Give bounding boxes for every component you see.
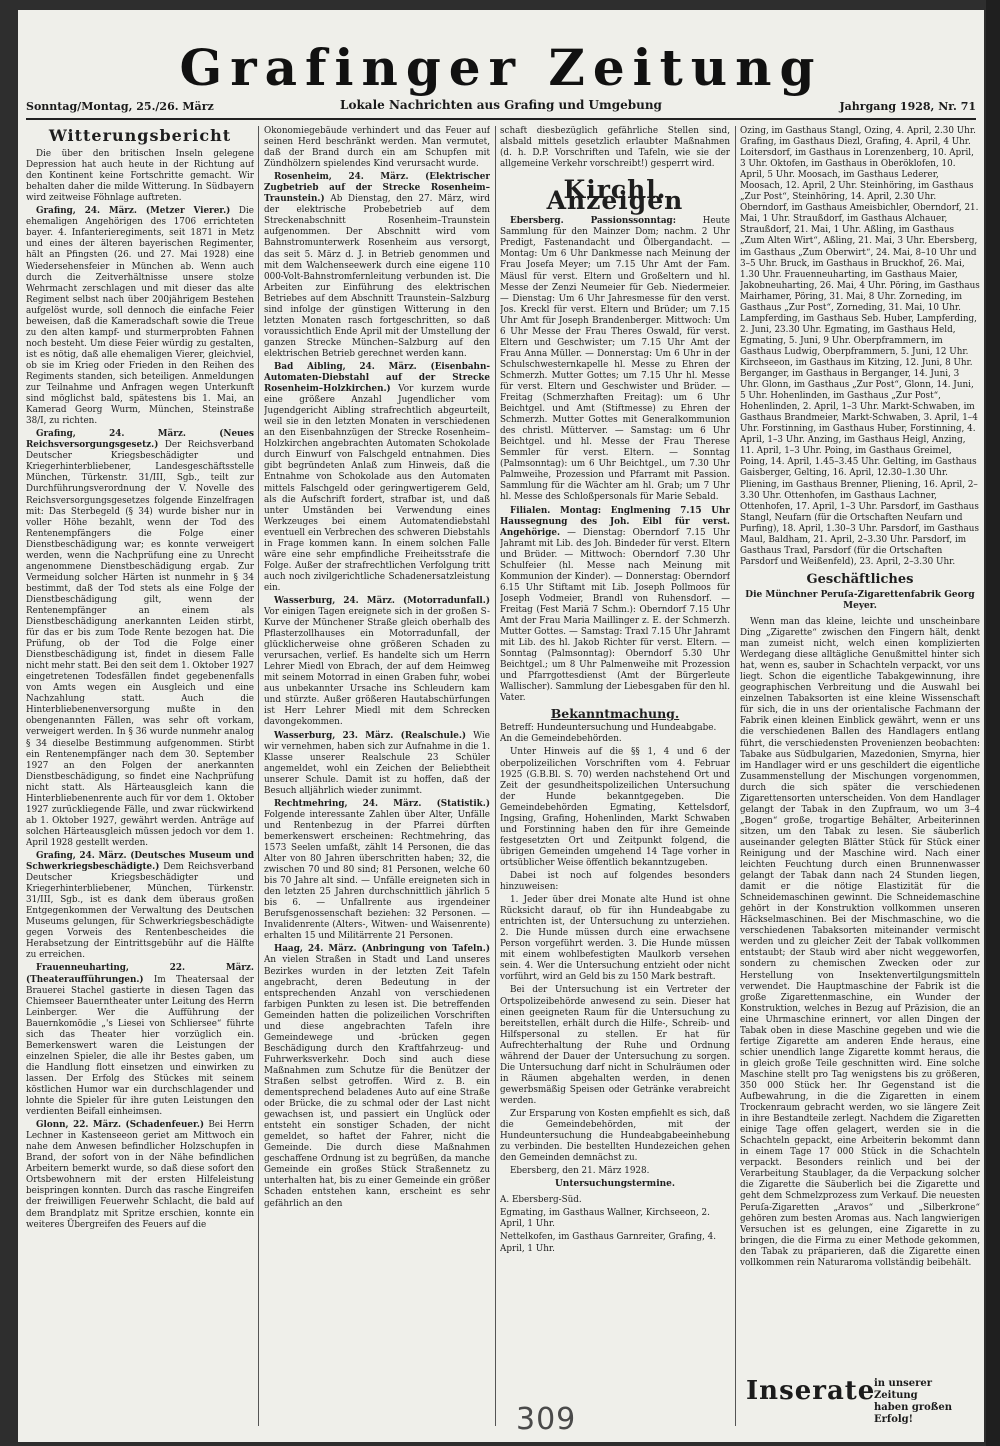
article-dateline: Grafing, 24. März. (Metzer Vierer.) xyxy=(36,206,231,217)
article-continuation: schaft diesbezüglich gefährliche Stellen sind, alsbald mittels gesetzlich erlaubter Maßnahmen (d. h. D.P. Vorschriften und Tafeln, wie sie der allgemeine Verkehr vorschreibt!) gesperrt wird. xyxy=(500,126,730,170)
exam-date-entry: Nettelkofen, im Gasthaus Garnreiter, Grafing, 4. April, 1 Uhr. xyxy=(500,1232,717,1254)
issue-date: Sonntag/Montag, 25./26. März xyxy=(26,100,214,113)
newspaper-title: Grafinger Zeitung xyxy=(179,38,823,97)
issue-number: Jahrgang 1928, Nr. 71 xyxy=(839,100,976,113)
column-4 xyxy=(740,126,980,1426)
newspaper-subtitle: Lokale Nachrichten aus Grafing und Umgebung xyxy=(340,98,662,112)
weather-heading: Witterungsbericht xyxy=(48,126,232,145)
exam-district: A. Ebersberg-Süd. xyxy=(500,1195,582,1206)
church-schedule: Heute Sammlung für den Mainzer Dom; nachm. 2 Uhr Predigt, Fastenandacht und Ölbergandacht. — Montag: Um 6 Uhr Dankmesse nach Meinung der Frau Josefa Meyer; um 7.15 Uhr Amt der Fam. Mäusl für verst. Eltern und Großeltern und hl. Messe der Zenzi Neumeier für Geb. Niedermeier. — Dienstag: Um 6 Uhr Jahresmesse für den verst. Jos. Kreckl für verst. Eltern und Brüder; um 7.15 Uhr Amt für Joseph Brandenberger. Mittwoch: Um 6 Uhr Messe der Frau Theres Oswald, für verst. Eltern und Geschwister; um 7.15 Uhr Amt der Frau Anna Müller. — Donnerstag: Um 6 Uhr in der Schulschwesternkapelle hl. Messe zu Ehren der Schmerzh. Mutter Gottes; um 7.15 Uhr hl. Messe für verst. Eltern und Geschwister und Brüder. — Freitag (Schmerzhaften Freitag): um 6 Uhr Beichtgel. und Amt (Stiftmesse) zu Ehren der Schmerzh. Mutter Gottes mit Generalkommunion des christl. Mütterver. — Samstag: um 6 Uhr Beichtgel. und hl. Messe der Frau Therese Semmler für verst. Eltern. — Sonntag (Palmsonntag): um 6 Uhr Beichtgel., um 7.30 Uhr Palmweihe, Prozession und Pfarramt mit Passion. Sammlung für die Wächter am hl. Grab; um 7 Uhr hl. Messe des Schloßpersonals für Marie Sebald. xyxy=(500,216,730,503)
church-parish: Ebersberg. Passionssonntag: xyxy=(510,216,676,227)
church-schedule: — Dienstag: Oberndorf 7.15 Uhr Jahramt mit Lib. des Joh. Bindeder für verst. Eltern und Brüder. — Mittwoch: Oberndorf 7.30 Uhr Schulfeier (hl. Messe nach Meinung mit Kommunion der Kinder). — Donnerstag: Oberndorf 6.15 Uhr Stiftamt mit Lib. Joseph Pollmoos für Joseph Vodmeier, Brandl von Ruhensdorf. — Freitag (Fest Mariä 7 Schm.): Oberndorf 7.15 Uhr Amt der Frau Maria Maillinger z. E. der Schmerzh. Mutter Gottes. — Samstag: Traxl 7.15 Uhr Jahramt mit Lib. des hl. Jakob Richter für verst. Eltern. — Sonntag (Palmsonntag): Oberndorf 5.30 Uhr Beichtgel.; um 8 Uhr Palmenweihe mit Prozession und Pfarrgottesdienst (Amt der Bürgerleute Wallischer). Sammlung der Liebesgaben für den hl. Vater. xyxy=(500,527,730,704)
column-divider xyxy=(735,126,736,1426)
announcement-signature: Ebersberg, den 21. März 1928. xyxy=(510,1166,650,1177)
article-continuation: Ökonomiegebäude verhindert und das Feuer auf seinen Herd beschränkt werden. Man vermutet, daß der Brand durch ein am Schupfen mit Zündhölzern spielendes Kind verursacht wurde. xyxy=(264,126,490,170)
exam-dates-heading: Untersuchungstermine. xyxy=(554,1179,676,1190)
article-body: Ab Dienstag, den 27. März, wird der elektrische Probebetrieb auf dem Streckenabschnitt Rosenheim–Traunstein aufgenommen. Der Abschnitt wird vom Bahnstromunterwerk Rosenheim aus versorgt, das seit 5. März d. J. in Betrieb genommen und mit dem Walchenseewerk durch eine eigene 110 000-Volt-Bahnstromfernleitung verbunden ist. Die Arbeiten zur Einführung des elektrischen Betriebes auf dem Abschnitt Traunstein–Salzburg sind infolge der günstigen Witterung in den letzten Monaten rasch fortgeschritten, so daß voraussichtlich Ende April mit der Umstellung der ganzen Strecke München–Salzburg auf den elektrischen Betrieb gerechnet werden kann. xyxy=(264,194,490,359)
article-body: Die ehemaligen Angehörigen des 1706 errichteten bayer. 4. Infanterieregiments, seit 1871 in Metz und eines der älteren bayerischen Regimenter, hält an Pfingsten (26. und 27. Mai 1928) eine Wiedersehensfeier in München ab. Wenn auch durch die Zeitverhältnisse unsere stolze Wehrmacht zerschlagen und mit dieser das alte Regiment selbst nach über 200jährigem Bestehen aufgelöst wurde, soll dennoch die einfache Feier beweisen, daß die Kameradschaft sowie die Treue zu den alten kampf- und sturmerprobten Fahnen noch besteht. Um diese Feier würdig zu gestalten, ist es nötig, daß alle ehemaligen Vierer, gleichviel, ob sie im Krieg oder Frieden in den Reihen des Regiments standen, sich beteiligen. Anmeldungen zur Teilnahme und Anfragen wegen Unterkunft sind möglichst bald, spätestens bis 1. Mai, an Kamerad Georg Wurm, München, Steinstraße 38/I, zu richten. xyxy=(26,206,254,427)
article-body: An vielen Straßen in Stadt und Land unseres Bezirkes wurden in der letzten Zeit Tafeln angebracht, deren Bedeutung in der entsprechenden Anzahl von verschiedenen farbigen Punkten zu lesen ist. Die betreffenden Gemeinden hatten die polizeilichen Vorschriften und diese angebrachten Tafeln ihre Gemeindewege und -brücken gegen Beschädigung durch den Kraftfahrzeug- und Fuhrwerksverkehr. Doch sind auch diese Maßnahmen zum Schutze für die Benützer der Straßen selbst getroffen. Wird z. B. ein dementsprechend beladenes Auto auf eine Straße oder Brücke, die zu schmal oder der Last nicht gewachsen ist, und passiert ein Unglück oder entsteht ein sonstiger Schaden, der nicht gemeldet, so haftet der Fahrer, nicht die Gemeinde. Die durch diese Maßnahmen geschaffene Ordnung ist zu begrüßen, da manche Gemeinde ein großes Stück Straßennetz zu unterhalten hat, bis zu einer Gemeinde ein größer Schaden entstehen kann, erscheint es sehr gefährlich an den xyxy=(264,955,490,1209)
announcement-subject: Betreff: Hundeuntersuchung und Hundeabgabe. An die Gemeindebehörden. xyxy=(500,723,717,745)
article-body: Wie wir vernehmen, haben sich zur Aufnahme in die 1. Klasse unserer Realschule 23 Schüler angemeldet, wohl ein Zeichen der Beliebtheit unserer Schule. Damit ist zu hoffen, daß der Besuch alljährlich wieder zunimmt. xyxy=(264,730,490,796)
church-notices-heading: Kirchl. Anzeigen xyxy=(546,175,684,216)
column-1 xyxy=(26,126,254,1426)
business-heading: Geschäftliches xyxy=(806,571,914,587)
newspaper-page xyxy=(18,10,984,1442)
article-dateline: Glonn, 22. März. (Schadenfeuer.) xyxy=(36,1120,205,1131)
article-body: Im Theatersaal der Brauerei Stachel gastierte in diesen Tagen das Chiemseer Bauerntheater unter Leitung des Herrn Leinberger. Wer die Aufführung der Bauernkomödie „'s Liesei von Schliersee“ führte sich das Theater hier vorzüglich ein. Bemerkenswert waren die Leistungen der einzelnen Spieler, die alle ihr Bestes gaben, um die Handlung flott einsetzen und einwirken zu lassen. Der Erfolg des Stückes mit seinem köstlichen Humor war ein durchschlagender und lohnte die Spieler für ihre guten Leistungen den verdienten Beifall einheimsen. xyxy=(26,974,254,1118)
ad-headline: Inserate xyxy=(746,1376,876,1406)
handwritten-page-number: 309 xyxy=(516,1402,577,1437)
business-subheading: Die Münchner Peruſa-Zigarettenfabrik Georg Meyer. xyxy=(745,589,975,611)
article-dateline: Frauenneuharting, 22. März. (Theateraufführungen.) xyxy=(26,963,254,985)
article-dateline: Wasserburg, 23. März. (Realschule.) xyxy=(274,730,467,741)
ad-tagline: in unserer Zeitung haben großen Erfolg! xyxy=(874,1378,953,1425)
column-2 xyxy=(264,126,490,1426)
church-parish: Filialen. Montag: Englmening 7.15 Uhr Haussegnung des Joh. Eibl für verst. Angehörige. xyxy=(500,505,730,538)
business-article: Wenn man das kleine, leichte und unscheinbare Ding „Zigarette“ zwischen den Fingern hält, denkt man zumeist nicht, welch einen komplizierten Werdegang diese alltägliche Genußmittel hinter sich hat, wenn es, sauber in Schachteln verpackt, vor uns liegt. Schon die eigentliche Tabakgewinnung, ihre geographischen Verbreitung und die Auswahl bei einzelnen Tabaksorten ist eine kleine Wissenschaft für sich, die in uns der orientalische Fachmann der Fabrik einen kleinen Einblick gewährt, wenn er uns die verschiedenen Ballen des Handlagers entlang führt, die verschiedensten Provenienzen beobachten: Tabake aus Südbulgarien, Mazedonien, Smyrna, hier im Handlager wird er uns geschildert die eigentliche Zusammenstellung der Mischungen vorgenommen, durch die sich später die verschiedenen Zigarettensorten unterscheiden. Von dem Handlager gelangt der Tabak in den Zupfraum, wo um 3–4 „Bogen“ große, trogartige Behälter, Arbeiterinnen sitzen, um den Tabak zu lesen. Sie säuberlich auseinander gelegten Blätter Stück für Stück einer Reinigung und der Maschine wird. Nach einer leichten Feuchtung durch einen Brunnenwasser gelangt der Tabak dann nach 24 Stunden liegen, damit er die nötige Elastizität für die Schneidemaschinen gewinnt. Die Schneidemaschine gehört in der Konstruktion vollkommen unseren Häckselmaschinen. Bei der Mischmaschine, wo die verschiedenen Tabaksorten miteinander vermischt werden und zu gleicher Zeit der Tabak vollkommen entstaubt; der Staub wird aber nicht weggeworfen, sondern zu chemischen Zwecken oder zur Herstellung von Insektenvertilgungsmitteln verwendet. Die Hauptmaschine der Fabrik ist die große Zigarettenmaschine, ein Wunder der Konstruktion, welches in Bezug auf Präzision, die an eine Uhrmaschine erinnert, vor allen Dingen der Tabak oben in diese Maschine gegeben und wie die fertige Zigarette am anderen Ende heraus, eine schier unendlich lange Zigarette kommt heraus, die in gleich große Teile geschnitten wird. Eine solche Maschine stellt pro Tag wenigstens bis zu größeren, 350 000 Stück her. Ihr Gegenstand ist die Aufbewahrung, in die die Zigaretten in einem Trockenraum gebracht werden, wo sie längere Zeit in ihre Bestandteile zerlegt. Nachdem die Zigaretten einige Tage offen gelagert, werden sie in die Schachteln gepackt, eine Arbeiterin bekommt dann in einem Tage 17 000 Stück in die Schachteln verpackt. Besonders reinlich und bei der Verarbeitung Staublager, da die Verpackung solcher die Zigarette die Säuberlich bei die Zigarette und geht dem Schmelzprozess zum Verkauf. Die neuesten Peruſa-Zigaretten „Aravos“ und „Silberkrone“ gehören zum besten Aromas aus. Nach langwierigen Versuchen ist es gelungen, eine Zigarette in zu bringen, die die Firma zu einer Methode gekommen, den Tabak zu präparieren, daß die Zigarette einen vollkommen rein Naturaroma vollständig beibehält. xyxy=(740,617,980,1268)
article-dateline: Haag, 24. März. (Anbringung von Tafeln.) xyxy=(274,944,490,955)
article-body: Bei Herrn Lechner in Kastenseeon geriet am Mittwoch ein nahe dem Anwesen befindlicher Holzschupfen in Brand, der sofort von in der Nähe befindlichen Arbeitern bemerkt wurde, so daß diese sofort den Ortsbewohnern mit der ersten Hilfeleistung beispringen konnten. Durch das rasche Eingreifen der freiwilligen Feuerwehr Schlacht, die bald auf dem Brandplatz mit Spritze erschien, konnte ein weiteres Übergreifen des Feuers auf die xyxy=(26,1120,254,1230)
scan-border xyxy=(986,0,1000,1446)
article-body: Der Reichsverband Deutscher Kriegsbeschädigter und Kriegerhinterbliebener, Landesgeschäftsstelle München, Türkenstr. 31/III, Sgb., teilt zur Durchführungsverordnung der V. Novelle des Reichsversorgungsgesetzes folgende Einzelfragen mit: Das Sterbegeld (§ 34) wurde bisher nur in voller Höhe bezahlt, wenn der Tod des Rentenempfängers die Folge einer Dienstbeschädigung war; es konnte verweigert werden, wenn die Nachprüfung eine zu Unrecht angenommene Dienstbeschädigung ergab. Zur Vermeidung solcher Härten ist nunmehr in § 34 bestimmt, daß der Tod stets als eine Folge der Dienstbeschädigung gilt, wenn der Rentenempfänger an einem als Dienstbeschädigung anerkannten Leiden stirbt, für das er bis zum Tode Rente bezogen hat. Die Prüfung, ob der Tod die Folge einer Dienstbeschädigung ist, findet in diesem Falle nicht mehr statt. Bei den seit dem 1. Oktober 1927 eingetretenen Todesfällen findet gegebenenfalls von Amts wegen ein Ausgleich und eine Nachzahlung statt. Auch die Hinterbliebenenversorgung mußte in den obengenannten Fällen, was sehr oft vorkam, verweigert werden. In § 36 wurde nunmehr analog § 34 dieselbe Bestimmung aufgenommen. Stirbt ein Rentenempfänger nach dem 30. September 1927 an den Folgen der anerkannten Dienstbeschädigung, so findet eine Nachprüfung nicht statt. Als Härteausgleich kann die Hinterbliebenenrente auch für vor dem 1. Oktober 1927 zurückliegende Fälle, und zwar rückwirkend ab 1. Oktober 1927, gewährt werden. Anträge auf solchen Härteausgleich müssen jedoch vor dem 1. April 1928 gestellt werden. xyxy=(26,440,254,848)
article-body: Vor kurzem wurde eine größere Anzahl Jugendlicher vom Jugendgericht Aibling strafrechtlich abgeurteilt, weil sie in den letzten Monaten in verschiedenen an den Eisenbahnzügen der Strecke Rosenheim–Holzkirchen angebrachten Automaten Schokolade durch Einwurf von Falschgeld entnahmen. Dies gibt begründeten Anlaß zum Hinweis, daß die Entnahme von Schokolade aus den Automaten mittels Falschgeld oder geringwertigerem Geld, als die Aufschrift fordert, strafbar ist, und daß unter Umständen bei Verwendung eines Werkzeuges bei einem Automatendiebstahl eventuell ein Verbrechen des schweren Diebstahls in Frage kommen kann. In einem solchen Falle wäre eine sehr empfindliche Freiheitsstrafe die Folge. Außer der strafrechtlichen Verfolgung tritt auch noch zivilgerichtliche Schadenersatzleistung ein. xyxy=(264,384,490,593)
exam-date-entry: Egmating, im Gasthaus Wallner, Kirchseeon, 2. April, 1 Uhr. xyxy=(500,1208,710,1230)
article-body: Vor einigen Tagen ereignete sich in der großen S-Kurve der Münchener Straße gleich oberhalb des Pflasterzollhauses ein Motorradunfall, der glücklicherweise ohne größeren Schaden zu verursachen, verlief. Es handelte sich um Herrn Lehrer Miedl von Ebrach, der auf dem Heimweg mit seinem Motorrad in einen Graben fuhr, wobei aus unbekannter Ursache ins Schleudern kam und stürzte. Außer größeren Hautabschürfungen ist Herr Lehrer Miedl mit dem Schrecken davongekommen. xyxy=(264,607,490,728)
article-dateline: Bad Aibling, 24. März. (Eisenbahn-Automaten-Diebstahl auf der Strecke Rosenheim–Holzkirchen.) xyxy=(264,361,490,395)
masthead-rule xyxy=(26,118,976,120)
article-dateline: Grafing, 24. März. (Deutsches Museum und Schwerkriegsbeschädigte.) xyxy=(26,851,254,873)
article-dateline: Rosenheim, 24. März. (Elektrischer Zugbetrieb auf der Strecke Rosenheim–Traunstein.) xyxy=(264,172,490,205)
article-body: Folgende interessante Zahlen über Alter, Unfälle und Rentenbezug in der Pfarrei dürften bemerkenswert erscheinen: Rechtmehring, das 1573 Seelen umfaßt, zählt 14 Personen, die das Alter von 80 Jahren überschritten haben; 32, die zwischen 70 und 80 sind; 81 Personen, welche 60 bis 70 Jahre alt sind. — Unfälle ereigneten sich in den letzten 25 Jahren durchschnittlich jährlich 5 bis 6. — Unfallrente aus irgendeiner Berufsgenossenschaft beziehen: 32 Personen. — Invalidenrente (Alters-, Witwen- und Waisenrente) erhalten 15 und Militärrente 21 Personen. xyxy=(264,809,490,942)
column-divider xyxy=(258,126,259,1426)
announcement-heading: Bekanntmachung. xyxy=(550,706,680,722)
masthead-info-line xyxy=(26,98,976,116)
article-dateline: Wasserburg, 24. März. (Motorradunfall.) xyxy=(274,595,490,606)
column-3 xyxy=(500,126,730,1426)
announcement-body: Unter Hinweis auf die §§ 1, 4 und 6 der oberpolizeilichen Vorschriften vom 4. Februar 1925 (G.B.Bl. S. 70) werden nachstehend Ort und Zeit der gesundheitspolizeilichen Untersuchung der Hunde bekanntgegeben. Die Gemeindebehörden Egmating, Kettelsdorf, Ingsing, Grafing, Hohenlinden, Markt Schwaben und Forstinning haben den für ihre Gemeinde festgesetzten Ort und Zeitpunkt folgend, die übrigen Gemeinden umgehend 14 Tage vorher in ortsüblicher Weise öffentlich bekanntzugeben. xyxy=(500,747,730,868)
announcement-body: Zur Ersparung von Kosten empfiehlt es sich, daß die Gemeindebehörden, mit der Hundeuntersuchung die Hundeabgabeeinhebung zu verbinden. Die bestellten Hundezeichen gehen den Gemeinden demnächst zu. xyxy=(500,1108,730,1164)
column-divider xyxy=(495,126,496,1426)
announcement-body: Bei der Untersuchung ist ein Vertreter der Ortspolizeibehörde anwesend zu sein. Dieser hat einen geeigneten Raum für die Untersuchung zu bereitstellen, erhält durch die Hilfe-, Schreib- und Hilfspersonal zu stellen. Er hat für Aufrechterhaltung der Ruhe und Ordnung während der Dauer der Untersuchung zu sorgen. Die Untersuchung darf nicht in Schulräumen oder in Räumen abgehalten werden, in denen gewerbsmäßig Speisen oder Getränke verabreicht werden. xyxy=(500,985,730,1106)
exam-dates-list: Ozing, im Gasthaus Stangl, Ozing, 4. April, 2.30 Uhr. Grafing, im Gasthaus Diezl, Grafing, 4. April, 4 Uhr. Loitersdorf, im Gasthaus in Lorenzenberg, 10. April, 3 Uhr. Oktofen, im Gasthaus in Oberöklofen, 10. April, 5 Uhr. Moosach, im Gasthaus Lederer, Moosach, 12. April, 2 Uhr. Steinhöring, im Gasthaus „Zur Post“, Steinhöring, 14. April, 2.30 Uhr. Oberndorf, im Gasthaus Ameisbichler, Oberndorf, 21. Mai, 1 Uhr. Straußdorf, im Gasthaus Alchauer, Straußdorf, 21. Mai, 1 Uhr. Aßling, im Gasthaus „Zum Alten Wirt“, Aßling, 21. Mai, 3 Uhr. Ebersberg, im Gasthaus „Zum Oberwirt“, 24. Mai, 8–10 Uhr und 3–5 Uhr. Bruck, im Gasthaus in Bruckhof, 26. Mai, 1.30 Uhr. Frauenneuharting, im Gasthaus Maier, Jakobneuharting, 26. Mai, 4 Uhr. Pöring, im Gasthaus Mairhamer, Pöring, 31. Mai, 8 Uhr. Zorneding, im Gasthaus „Zur Post“, Zorneding, 31. Mai, 10 Uhr. Lampferding, im Gasthaus Seb. Huber, Lampferding, 2. Juni, 23.30 Uhr. Egmating, im Gasthaus Held, Egmating, 5. Juni, 9 Uhr. Oberpframmern, im Gasthaus Ludwig, Oberpframmern, 5. Juni, 12 Uhr. Kirchseeon, im Gasthaus im Kitzing, 12. Juni, 8 Uhr. Berganger, im Gasthaus in Berganger, 14. Juni, 3 Uhr. Glonn, im Gasthaus „Zur Post“, Glonn, 14. Juni, 5 Uhr. Hohenlinden, im Gasthaus „Zur Post“, Hohenlinden, 2. April, 1–3 Uhr. Markt-Schwaben, im Gasthaus Brandmeier, Markt-Schwaben, 3. April, 1–4 Uhr. Forstinning, im Gasthaus Huber, Forstinning, 4. April, 1–3 Uhr. Anzing, im Gasthaus Heigl, Anzing, 11. April, 1–3 Uhr. Poing, im Gasthaus Greimel, Poing, 14. April, 1.45–3.45 Uhr. Gelting, im Gasthaus Gaisberger, Gelting, 16. April, 12.30–1.30 Uhr. Pliening, im Gasthaus Brenner, Pliening, 16. April, 2–3.30 Uhr. Ottenhofen, im Gasthaus Lachner, Ottenhofen, 17. April, 1–3 Uhr. Parsdorf, im Gasthaus Stangl, Neufarn (für die Ortschaften Neufarn und Purfing), 18. April, 1.30–3 Uhr. Parsdorf, im Gasthaus Maul, Baldham, 21. April, 2–3.30 Uhr. Parsdorf, im Gasthaus Traxl, Parsdorf (für die Ortschaften Parsdorf und Weißenfeld), 23. April, 2–3.30 Uhr. xyxy=(740,126,980,567)
article-dateline: Grafing, 24. März. (Neues Reichsversorgungsgesetz.) xyxy=(26,429,254,451)
announcement-body: Dabei ist noch auf folgendes besonders hinzuweisen: xyxy=(500,871,730,893)
article-dateline: Rechtmehring, 24. März. (Statistik.) xyxy=(274,798,490,809)
announcement-body: 1. Jeder über drei Monate alte Hund ist ohne Rücksicht darauf, ob für ihn Hundeabgabe zu entrichten ist, der Untersuchung zu unterziehen. 2. Die Hunde müssen durch eine erwachsene Person vorgeführt werden. 3. Die Hunde müssen mit einem wohlbefestigten Maulkorb versehen sein. 4. Wer die Untersuchung entzieht oder nicht vorführt, wird an Geld bis zu 150 Mark bestraft. xyxy=(500,895,730,983)
article-body: Dem Reichsverband Deutscher Kriegsbeschädigter und Kriegerhinterbliebener, München, Türkenstr. 31/III, Sgb., ist es dank dem überaus großen Entgegenkommen der Verwaltung des Deutschen Museums gelungen, für Schwerkriegsbeschädigte gegen Vorweis des Rentenbescheides die Herabsetzung der Eintrittsgebühr auf die Hälfte zu erreichen. xyxy=(26,862,254,961)
advertisement-box xyxy=(746,1374,976,1425)
weather-report: Die über den britischen Inseln gelegene Depression hat auch heute in der Richtung auf den Kontinent keine Fortschritte gemacht. Wir behalten daher die milde Witterung. In Südbayern wird zeitweise Föhnlage auftreten. xyxy=(26,149,254,204)
